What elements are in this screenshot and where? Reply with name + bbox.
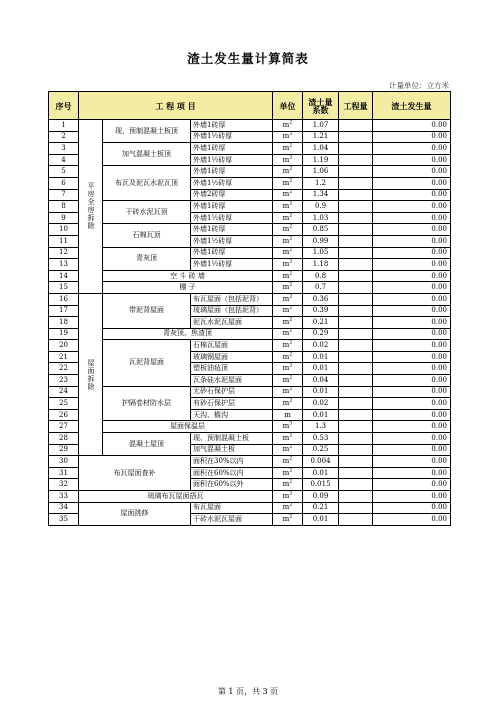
item-desc: 有砂石保护层 — [191, 398, 273, 410]
row-no: 27 — [49, 421, 79, 433]
coef-cell: 0.01 — [303, 514, 339, 526]
item-desc: 玻璃钢屋面 — [191, 351, 273, 363]
row-no: 25 — [49, 398, 79, 410]
coef-cell: 0.8 — [303, 270, 339, 282]
qty-cell[interactable] — [339, 166, 373, 178]
coef-cell: 0.21 — [303, 502, 339, 514]
row-no: 22 — [49, 363, 79, 375]
group-label: 护隔卷材防水层 — [103, 386, 191, 421]
group-label: 带泥背屋面 — [103, 293, 191, 328]
row-no: 6 — [49, 177, 79, 189]
result-cell: 0.00 — [373, 224, 451, 236]
result-cell: 0.00 — [373, 421, 451, 433]
coef-cell: 1.07 — [303, 120, 339, 132]
coef-cell: 1.21 — [303, 131, 339, 143]
result-cell: 0.00 — [373, 189, 451, 201]
row-no: 35 — [49, 514, 79, 526]
unit-cell: $m^2$ — [273, 433, 303, 445]
item-desc: 琉璃屋面（包括泥背） — [191, 305, 273, 317]
coef-cell: 1.18 — [303, 259, 339, 271]
result-cell: 0.00 — [373, 351, 451, 363]
unit-cell: $m^2$ — [273, 479, 303, 491]
item-desc: 外墙2砖厚 — [191, 189, 273, 201]
item-desc: 加气混凝土板 — [191, 444, 273, 456]
qty-cell[interactable] — [339, 502, 373, 514]
coef-cell: 0.25 — [303, 444, 339, 456]
page-title: 渣土发生量计算简表 — [187, 51, 309, 66]
result-cell: 0.00 — [373, 398, 451, 410]
qty-cell[interactable] — [339, 433, 373, 445]
item-desc: 布瓦屋面（包括泥背） — [191, 293, 273, 305]
table-row — [49, 120, 451, 132]
row-no: 24 — [49, 386, 79, 398]
coef-cell: 0.04 — [303, 375, 339, 387]
row-no: 15 — [49, 282, 79, 294]
row-no: 19 — [49, 328, 79, 340]
header-coef: 渣土量系数 — [303, 92, 339, 120]
coef-cell: 1.2 — [303, 177, 339, 189]
item-desc: 面积在30%以内 — [191, 456, 273, 468]
unit-cell: $m^2$ — [273, 166, 303, 178]
row-no: 21 — [49, 351, 79, 363]
item-desc: 外墙1½砖厚 — [191, 154, 273, 166]
unit-cell: $m^2$ — [273, 363, 303, 375]
qty-cell[interactable] — [339, 514, 373, 526]
qty-cell[interactable] — [339, 340, 373, 352]
row-no: 20 — [49, 340, 79, 352]
unit-cell: $m^2$ — [273, 491, 303, 503]
item-desc: 布瓦屋面 — [191, 502, 273, 514]
coef-cell: 1.05 — [303, 247, 339, 259]
result-cell: 0.00 — [373, 259, 451, 271]
coef-cell: 0.02 — [303, 340, 339, 352]
qty-cell[interactable] — [339, 479, 373, 491]
result-cell: 0.00 — [373, 247, 451, 259]
row-no: 23 — [49, 375, 79, 387]
qty-cell[interactable] — [339, 444, 373, 456]
unit-cell: $m^2$ — [273, 340, 303, 352]
unit-cell: $m^2$ — [273, 247, 303, 259]
coef-cell: 1.34 — [303, 189, 339, 201]
unit-cell: $m^2$ — [273, 189, 303, 201]
qty-cell[interactable] — [339, 259, 373, 271]
item-desc: 青灰顶、焦渣顶 — [103, 328, 273, 340]
coef-cell: 0.01 — [303, 467, 339, 479]
result-cell: 0.00 — [373, 375, 451, 387]
unit-cell: $m^2$ — [273, 235, 303, 247]
unit-cell: $m^2$ — [273, 502, 303, 514]
coef-cell: 0.99 — [303, 235, 339, 247]
coef-cell: 0.36 — [303, 293, 339, 305]
row-no: 18 — [49, 317, 79, 329]
row-no: 28 — [49, 433, 79, 445]
unit-cell: $m^2$ — [273, 328, 303, 340]
item-desc: 泥瓦水泥瓦屋面 — [191, 317, 273, 329]
result-cell: 0.00 — [373, 502, 451, 514]
group-label: 现、预制混凝土板顶 — [103, 120, 191, 143]
coef-cell: 0.09 — [303, 491, 339, 503]
table-row — [49, 293, 451, 305]
table-row — [49, 491, 451, 503]
table-row — [49, 386, 451, 398]
coef-cell: 1.04 — [303, 143, 339, 155]
item-desc: 干砖水泥瓦屋面 — [191, 514, 273, 526]
header-item: 工 程 项 目 — [79, 92, 273, 120]
group-label: 加气混凝土板顶 — [103, 143, 191, 166]
table-row — [49, 502, 451, 514]
result-cell: 0.00 — [373, 270, 451, 282]
row-no: 16 — [49, 293, 79, 305]
item-desc: 瓦条硅水泥屋面 — [191, 375, 273, 387]
coef-cell: 0.9 — [303, 201, 339, 213]
coef-cell: 0.01 — [303, 363, 339, 375]
row-no: 11 — [49, 235, 79, 247]
item-desc: 面积在60%以外 — [191, 479, 273, 491]
item-desc: 外墙1½砖厚 — [191, 235, 273, 247]
header-qty: 工程量 — [339, 92, 373, 120]
group-label: 青灰顶 — [103, 247, 191, 270]
unit-cell: $m^2$ — [273, 120, 303, 132]
slag-table — [48, 91, 451, 526]
table-row — [49, 201, 451, 213]
qty-cell[interactable] — [339, 177, 373, 189]
unit-cell: $m^2$ — [273, 305, 303, 317]
coef-cell: 0.53 — [303, 433, 339, 445]
table-row — [49, 421, 451, 433]
row-no: 14 — [49, 270, 79, 282]
header-result: 渣土发生量 — [373, 92, 451, 120]
table-row — [49, 456, 451, 468]
qty-cell[interactable] — [339, 282, 373, 294]
group-label: 石棉瓦顶 — [103, 224, 191, 247]
qty-cell[interactable] — [339, 328, 373, 340]
row-no: 29 — [49, 444, 79, 456]
table-row — [49, 340, 451, 352]
qty-cell[interactable] — [339, 120, 373, 132]
result-cell: 0.00 — [373, 131, 451, 143]
unit-cell: $m^2$ — [273, 456, 303, 468]
table-row — [49, 328, 451, 340]
qty-cell[interactable] — [339, 467, 373, 479]
group-label: 瓦泥背屋面 — [103, 340, 191, 386]
qty-cell[interactable] — [339, 131, 373, 143]
unit-cell: $m^2$ — [273, 317, 303, 329]
result-cell: 0.00 — [373, 166, 451, 178]
item-desc: 棚 子 — [103, 282, 273, 294]
row-no: 3 — [49, 143, 79, 155]
qty-cell[interactable] — [339, 351, 373, 363]
result-cell: 0.00 — [373, 293, 451, 305]
item-desc: 石棉瓦屋面 — [191, 340, 273, 352]
coef-cell: 0.29 — [303, 328, 339, 340]
row-no: 13 — [49, 259, 79, 271]
result-cell: 0.00 — [373, 514, 451, 526]
table-row — [49, 166, 451, 178]
row-no: 17 — [49, 305, 79, 317]
group-label: 屋面挑修 — [79, 502, 191, 525]
coef-cell: 0.015 — [303, 479, 339, 491]
unit-cell: $m^2$ — [273, 398, 303, 410]
item-desc: 外墙1砖厚 — [191, 247, 273, 259]
result-cell: 0.00 — [373, 363, 451, 375]
row-no: 10 — [49, 224, 79, 236]
group-label: 混凝土屋顶 — [103, 433, 191, 456]
qty-cell[interactable] — [339, 421, 373, 433]
result-cell: 0.00 — [373, 467, 451, 479]
result-cell: 0.00 — [373, 456, 451, 468]
qty-cell[interactable] — [339, 456, 373, 468]
unit-cell: $m^2$ — [273, 259, 303, 271]
coef-cell: 0.7 — [303, 282, 339, 294]
result-cell: 0.00 — [373, 433, 451, 445]
group-label: 布瓦屋面查补 — [79, 456, 191, 491]
unit-cell: $m^3$ — [273, 421, 303, 433]
result-cell: 0.00 — [373, 305, 451, 317]
table-row — [49, 247, 451, 259]
unit-cell: m — [273, 409, 303, 421]
coef-cell: 0.01 — [303, 386, 339, 398]
table-row — [49, 143, 451, 155]
item-desc: 外墙1砖厚 — [191, 201, 273, 213]
unit-cell: $m^2$ — [273, 177, 303, 189]
qty-cell[interactable] — [339, 247, 373, 259]
item-desc: 面积在60%以内 — [191, 467, 273, 479]
row-no: 7 — [49, 189, 79, 201]
table-row — [49, 224, 451, 236]
item-desc: 外墙1砖厚 — [191, 120, 273, 132]
row-no: 1 — [49, 120, 79, 132]
qty-cell[interactable] — [339, 212, 373, 224]
row-no: 4 — [49, 154, 79, 166]
coef-cell: 0.02 — [303, 398, 339, 410]
coef-cell: 1.06 — [303, 166, 339, 178]
item-desc: 无砂石保护层 — [191, 386, 273, 398]
result-cell: 0.00 — [373, 177, 451, 189]
unit-cell: $m^2$ — [273, 212, 303, 224]
coef-cell: 0.004 — [303, 456, 339, 468]
result-cell: 0.00 — [373, 212, 451, 224]
qty-cell[interactable] — [339, 386, 373, 398]
coef-cell: 0.01 — [303, 409, 339, 421]
header-row — [49, 92, 451, 120]
category-label: 屋面拆除 — [79, 293, 103, 455]
item-desc: 空 斗 砖 墙 — [103, 270, 273, 282]
result-cell: 0.00 — [373, 143, 451, 155]
result-cell: 0.00 — [373, 386, 451, 398]
result-cell: 0.00 — [373, 409, 451, 421]
qty-cell[interactable] — [339, 201, 373, 213]
category-label: 平房全房拆除 — [79, 120, 103, 294]
item-desc: 现、预制混凝土板 — [191, 433, 273, 445]
result-cell: 0.00 — [373, 340, 451, 352]
qty-cell[interactable] — [339, 317, 373, 329]
row-no: 30 — [49, 456, 79, 468]
unit-cell: $m^2$ — [273, 386, 303, 398]
unit-cell: $m^2$ — [273, 351, 303, 363]
item-desc: 外墙1½砖厚 — [191, 259, 273, 271]
row-no: 34 — [49, 502, 79, 514]
coef-cell: 1.03 — [303, 212, 339, 224]
row-no: 2 — [49, 131, 79, 143]
result-cell: 0.00 — [373, 201, 451, 213]
item-desc: 屋面保温层 — [103, 421, 273, 433]
coef-cell: 1.19 — [303, 154, 339, 166]
row-no: 33 — [49, 491, 79, 503]
coef-cell: 0.85 — [303, 224, 339, 236]
coef-cell: 1.3 — [303, 421, 339, 433]
result-cell: 0.00 — [373, 491, 451, 503]
qty-cell[interactable] — [339, 491, 373, 503]
row-no: 26 — [49, 409, 79, 421]
table-row — [49, 282, 451, 294]
qty-cell[interactable] — [339, 398, 373, 410]
item-desc: 外墙1砖厚 — [191, 166, 273, 178]
qty-cell[interactable] — [339, 375, 373, 387]
qty-cell[interactable] — [339, 305, 373, 317]
qty-cell[interactable] — [339, 409, 373, 421]
item-desc: 琉璃布瓦屋面捂瓦 — [79, 491, 273, 503]
unit-cell: $m^2$ — [273, 143, 303, 155]
unit-cell: $m^2$ — [273, 131, 303, 143]
unit-cell: $m^2$ — [273, 444, 303, 456]
coef-cell: 0.01 — [303, 351, 339, 363]
page-footer: 第 1 页，共 3 页 — [217, 687, 279, 696]
unit-cell: $m^2$ — [273, 201, 303, 213]
result-cell: 0.00 — [373, 282, 451, 294]
item-desc: 外墙1砖厚 — [191, 143, 273, 155]
item-desc: 外墙1½砖厚 — [191, 177, 273, 189]
table-row — [49, 270, 451, 282]
coef-cell: 0.21 — [303, 317, 339, 329]
row-no: 12 — [49, 247, 79, 259]
group-label: 布瓦及泥瓦水泥瓦顶 — [103, 166, 191, 201]
qty-cell[interactable] — [339, 235, 373, 247]
qty-cell[interactable] — [339, 143, 373, 155]
qty-cell[interactable] — [339, 224, 373, 236]
table-row — [49, 433, 451, 445]
qty-cell[interactable] — [339, 363, 373, 375]
unit-cell: $m^2$ — [273, 293, 303, 305]
row-no: 5 — [49, 166, 79, 178]
result-cell: 0.00 — [373, 235, 451, 247]
header-unit: 单位 — [273, 92, 303, 120]
item-desc: 外墙1½砖厚 — [191, 212, 273, 224]
group-label: 干砖水泥瓦顶 — [103, 201, 191, 224]
unit-cell: $m^2$ — [273, 514, 303, 526]
result-cell: 0.00 — [373, 444, 451, 456]
row-no: 31 — [49, 467, 79, 479]
qty-cell[interactable] — [339, 189, 373, 201]
coef-cell: 0.39 — [303, 305, 339, 317]
qty-cell[interactable] — [339, 270, 373, 282]
unit-cell: $m^2$ — [273, 467, 303, 479]
result-cell: 0.00 — [373, 154, 451, 166]
item-desc: 天沟、檐沟 — [191, 409, 273, 421]
item-desc: 外墙1砖厚 — [191, 224, 273, 236]
row-no: 9 — [49, 212, 79, 224]
result-cell: 0.00 — [373, 317, 451, 329]
result-cell: 0.00 — [373, 328, 451, 340]
row-no: 32 — [49, 479, 79, 491]
qty-cell[interactable] — [339, 293, 373, 305]
header-no: 序号 — [49, 92, 79, 120]
unit-cell: $m^2$ — [273, 154, 303, 166]
unit-cell: $m^2$ — [273, 224, 303, 236]
unit-cell: $m^2$ — [273, 270, 303, 282]
unit-label: 计量单位：立方米 — [389, 81, 449, 90]
item-desc: 外墙1½砖厚 — [191, 131, 273, 143]
row-no: 8 — [49, 201, 79, 213]
item-desc: 塑板油毡顶 — [191, 363, 273, 375]
unit-cell: $m^2$ — [273, 282, 303, 294]
qty-cell[interactable] — [339, 154, 373, 166]
unit-cell: $m^2$ — [273, 375, 303, 387]
result-cell: 0.00 — [373, 120, 451, 132]
result-cell: 0.00 — [373, 479, 451, 491]
